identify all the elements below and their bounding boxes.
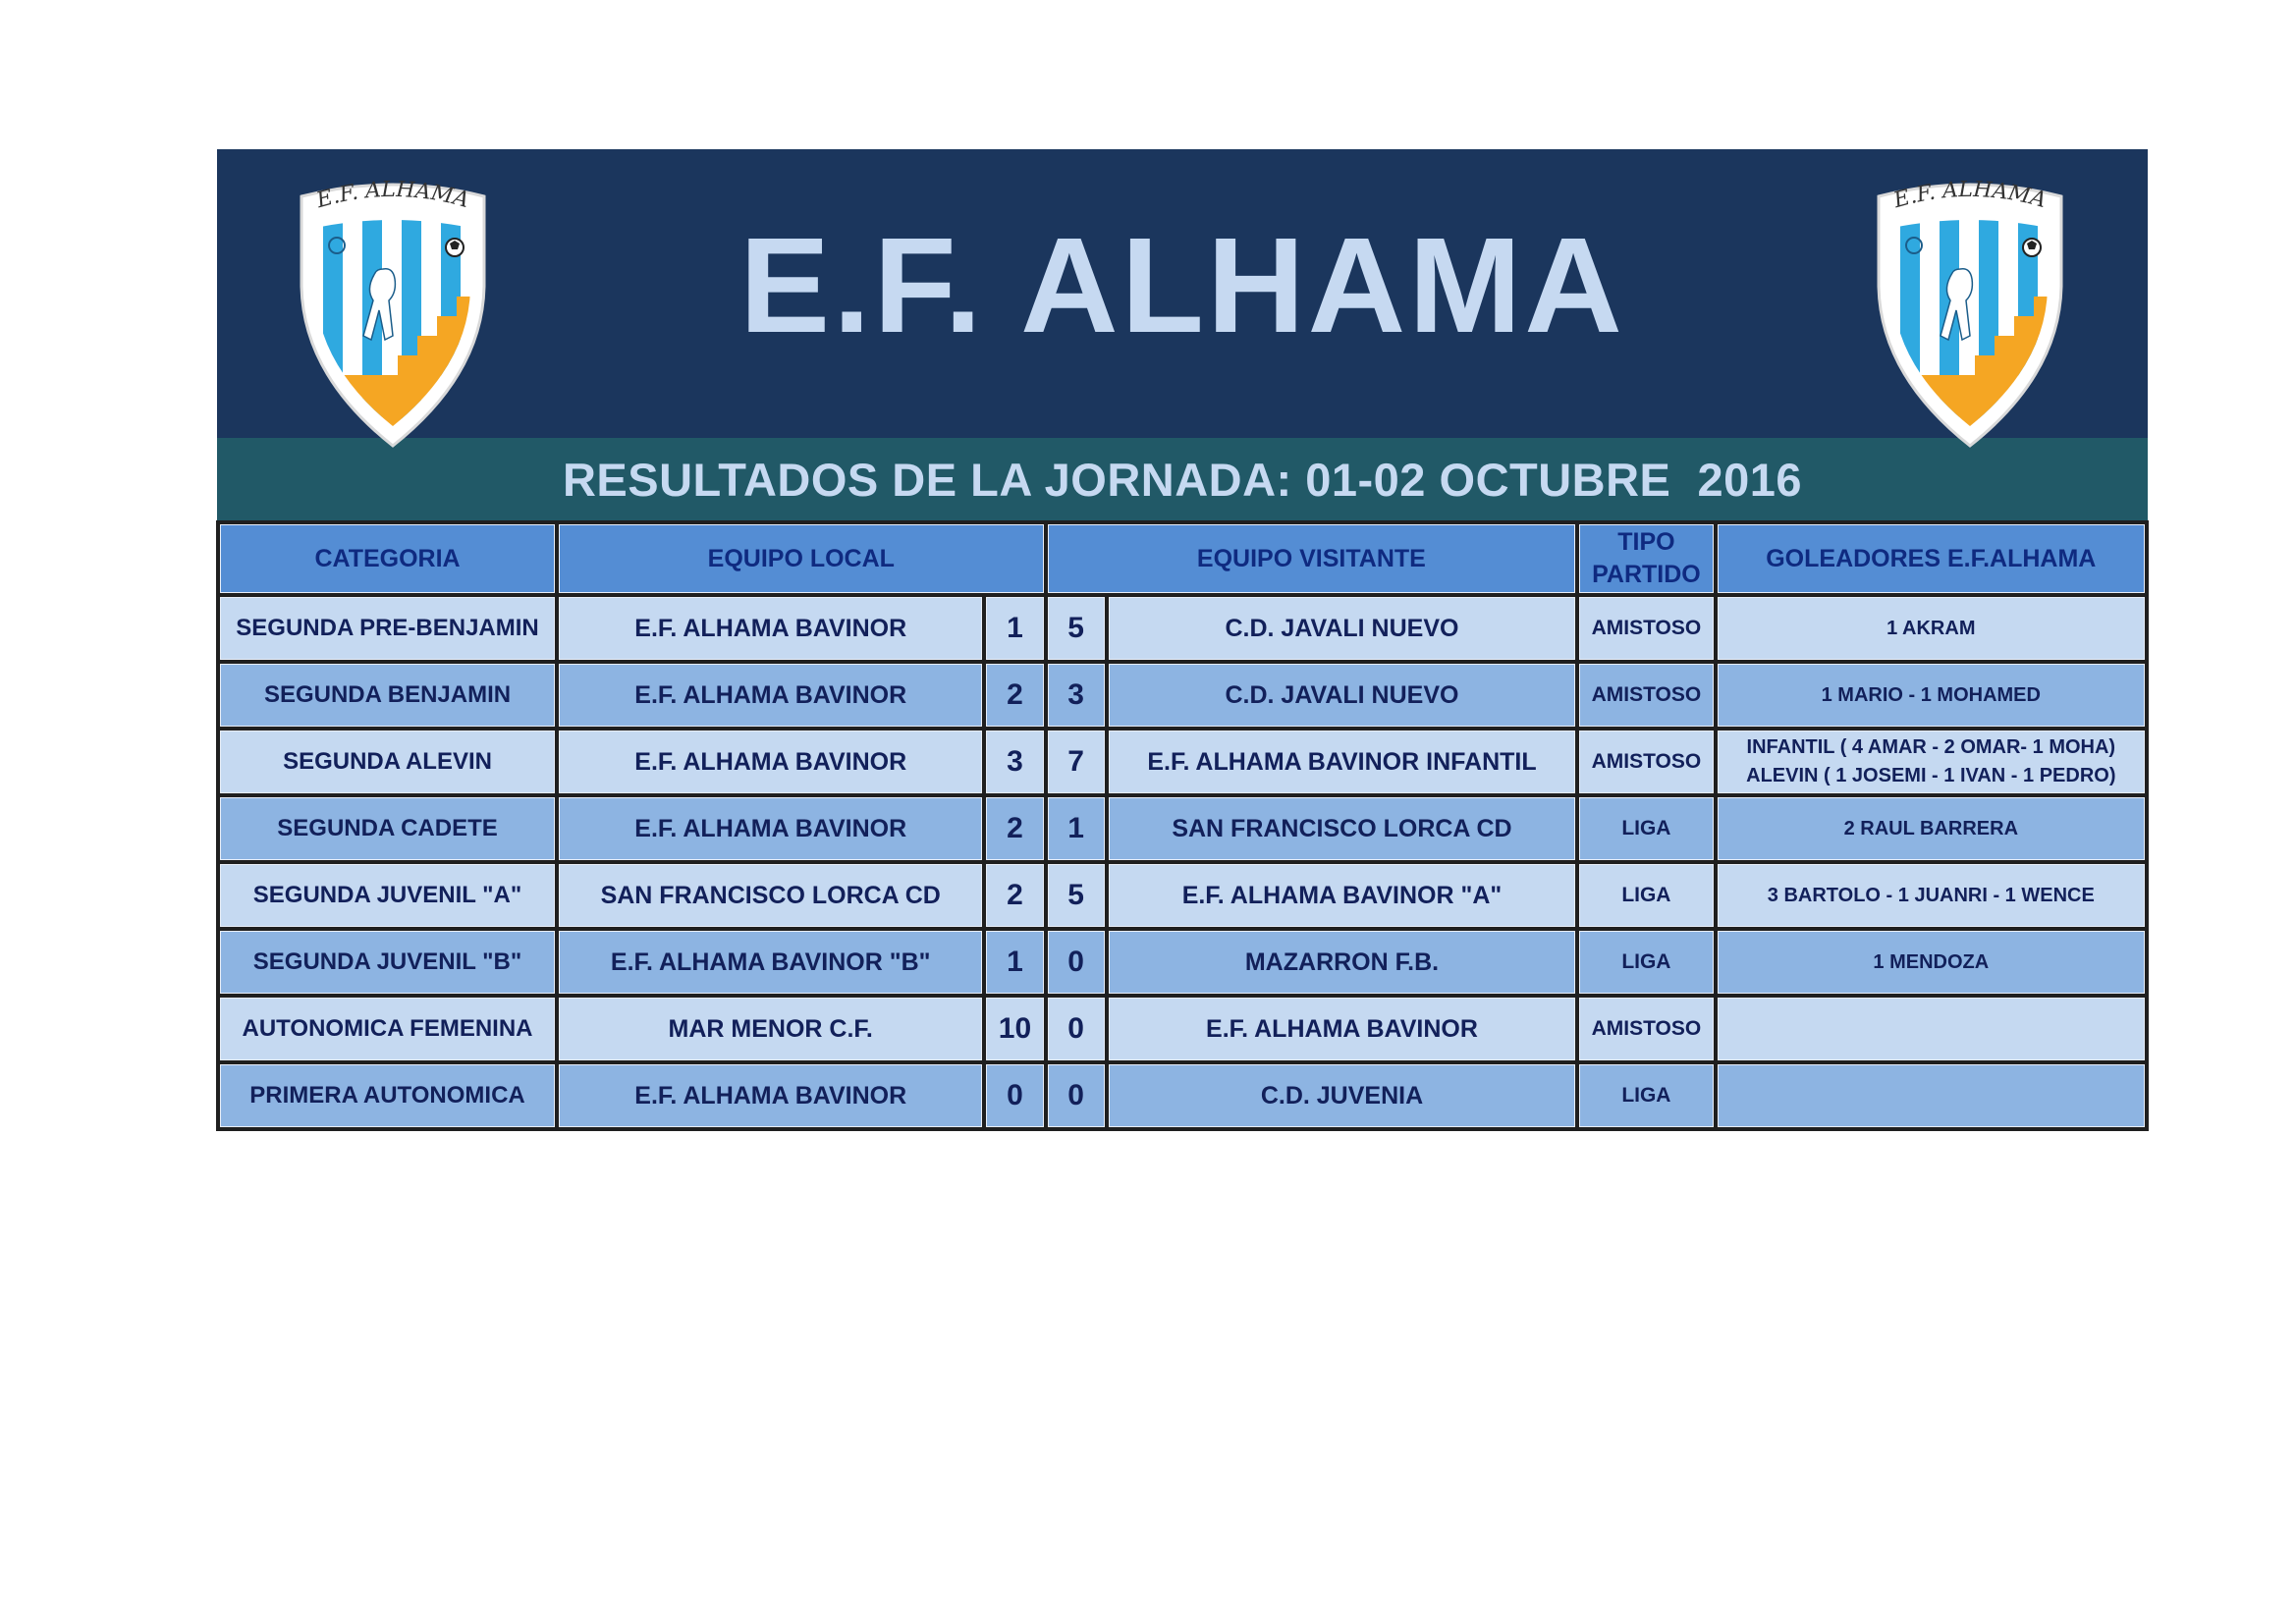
- cell-equipo-visitante: SAN FRANCISCO LORCA CD: [1109, 797, 1575, 860]
- cell-equipo-local: E.F. ALHAMA BAVINOR: [559, 1064, 982, 1127]
- cell-equipo-visitante: E.F. ALHAMA BAVINOR "A": [1109, 864, 1575, 927]
- table-row: [220, 597, 2145, 660]
- header-goleadores: GOLEADORES E.F.ALHAMA: [1718, 524, 2145, 593]
- table-header-row: [220, 524, 2145, 593]
- cell-equipo-visitante: MAZARRON F.B.: [1109, 931, 1575, 994]
- cell-goleadores: [1718, 998, 2145, 1060]
- cell-categoria: SEGUNDA BENJAMIN: [220, 664, 555, 727]
- cell-goles-visitante: 5: [1048, 864, 1105, 927]
- cell-equipo-visitante: C.D. JUVENIA: [1109, 1064, 1575, 1127]
- goleadores-line: ALEVIN ( 1 JOSEMI - 1 IVAN - 1 PEDRO): [1746, 765, 2116, 786]
- cell-tipo-partido: LIGA: [1579, 931, 1713, 994]
- cell-goleadores: [1718, 797, 2145, 860]
- cell-categoria: SEGUNDA PRE-BENJAMIN: [220, 597, 555, 660]
- header-tipo-partido: TIPO PARTIDO: [1579, 524, 1713, 593]
- cell-tipo-partido: AMISTOSO: [1579, 998, 1713, 1060]
- cell-categoria: SEGUNDA JUVENIL "B": [220, 931, 555, 994]
- cell-categoria: SEGUNDA CADETE: [220, 797, 555, 860]
- cell-equipo-local: E.F. ALHAMA BAVINOR "B": [559, 931, 982, 994]
- table-row: [220, 864, 2145, 927]
- cell-goles-visitante: 1: [1048, 797, 1105, 860]
- header-equipo-local: EQUIPO LOCAL: [559, 524, 1044, 593]
- cell-equipo-local: E.F. ALHAMA BAVINOR: [559, 664, 982, 727]
- cell-tipo-partido: AMISTOSO: [1579, 731, 1713, 793]
- cell-goles-visitante: 0: [1048, 998, 1105, 1060]
- table-row: [220, 1064, 2145, 1127]
- cell-goleadores: [1718, 664, 2145, 727]
- cell-tipo-partido: AMISTOSO: [1579, 664, 1713, 727]
- goleadores-line: INFANTIL ( 4 AMAR - 2 OMAR- 1 MOHA): [1746, 736, 2116, 758]
- page-subtitle: RESULTADOS DE LA JORNADA: 01-02 OCTUBRE 2016: [562, 453, 1803, 506]
- cell-equipo-local: SAN FRANCISCO LORCA CD: [559, 864, 982, 927]
- cell-goles-local: 2: [986, 797, 1043, 860]
- cell-categoria: SEGUNDA JUVENIL "A": [220, 864, 555, 927]
- cell-goles-local: 1: [986, 931, 1043, 994]
- cell-goles-visitante: 7: [1048, 731, 1105, 793]
- table-row: [220, 998, 2145, 1060]
- page-title: E.F. ALHAMA: [739, 210, 1625, 361]
- header-band: [217, 149, 2148, 438]
- cell-goles-local: 2: [986, 864, 1043, 927]
- table-row: [220, 664, 2145, 727]
- subtitle-band: [217, 438, 2148, 520]
- cell-goles-local: 2: [986, 664, 1043, 727]
- cell-categoria: PRIMERA AUTONOMICA: [220, 1064, 555, 1127]
- cell-equipo-visitante: E.F. ALHAMA BAVINOR INFANTIL: [1109, 731, 1575, 793]
- cell-goles-visitante: 0: [1048, 1064, 1105, 1127]
- goleadores-line: 3 BARTOLO - 1 JUANRI - 1 WENCE: [1767, 884, 2095, 906]
- club-crest-icon: [290, 179, 496, 454]
- cell-categoria: AUTONOMICA FEMENINA: [220, 998, 555, 1060]
- cell-tipo-partido: AMISTOSO: [1579, 597, 1713, 660]
- cell-equipo-local: E.F. ALHAMA BAVINOR: [559, 797, 982, 860]
- table-row: [220, 931, 2145, 994]
- cell-goleadores: [1718, 931, 2145, 994]
- goleadores-line: 2 RAUL BARRERA: [1843, 817, 2019, 839]
- club-crest-icon: [1867, 179, 2073, 454]
- cell-goles-visitante: 0: [1048, 931, 1105, 994]
- results-table: [216, 520, 2149, 1131]
- cell-goles-local: 0: [986, 1064, 1043, 1127]
- goleadores-line: 1 MARIO - 1 MOHAMED: [1821, 683, 2041, 706]
- cell-tipo-partido: LIGA: [1579, 1064, 1713, 1127]
- goleadores-line: 1 AKRAM: [1886, 617, 1976, 639]
- cell-equipo-visitante: E.F. ALHAMA BAVINOR: [1109, 998, 1575, 1060]
- cell-equipo-visitante: C.D. JAVALI NUEVO: [1109, 664, 1575, 727]
- cell-equipo-local: E.F. ALHAMA BAVINOR: [559, 597, 982, 660]
- cell-tipo-partido: LIGA: [1579, 797, 1713, 860]
- cell-equipo-visitante: C.D. JAVALI NUEVO: [1109, 597, 1575, 660]
- cell-goleadores: [1718, 731, 2145, 793]
- table-row: [220, 797, 2145, 860]
- cell-goles-local: 3: [986, 731, 1043, 793]
- cell-goles-visitante: 3: [1048, 664, 1105, 727]
- cell-goleadores: [1718, 597, 2145, 660]
- cell-tipo-partido: LIGA: [1579, 864, 1713, 927]
- cell-categoria: SEGUNDA ALEVIN: [220, 731, 555, 793]
- crest-text: E.F. ALHAMA: [1890, 179, 2050, 214]
- table-row: [220, 731, 2145, 793]
- goleadores-line: 1 MENDOZA: [1873, 950, 1990, 973]
- cell-equipo-local: MAR MENOR C.F.: [559, 998, 982, 1060]
- header-equipo-visitante: EQUIPO VISITANTE: [1048, 524, 1576, 593]
- cell-goleadores: [1718, 1064, 2145, 1127]
- cell-goles-visitante: 5: [1048, 597, 1105, 660]
- crest-text: E.F. ALHAMA: [313, 179, 472, 214]
- header-categoria: CATEGORIA: [220, 524, 555, 593]
- cell-equipo-local: E.F. ALHAMA BAVINOR: [559, 731, 982, 793]
- cell-goles-local: 1: [986, 597, 1043, 660]
- cell-goles-local: 10: [986, 998, 1043, 1060]
- cell-goleadores: [1718, 864, 2145, 927]
- results-sheet: [217, 149, 2148, 1131]
